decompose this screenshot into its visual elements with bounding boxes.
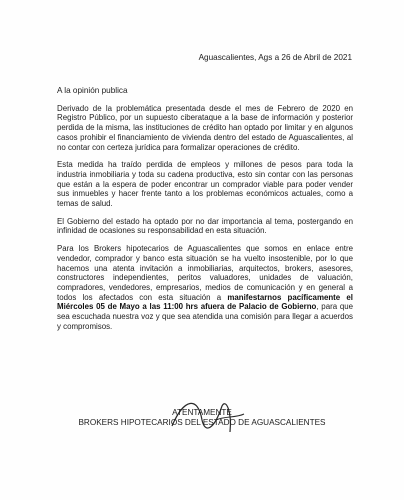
paragraph-1: Derivado de la problemática presentada desde el mes de Febrero de 2020 en Registro Público, por un supuesto ciberataque a la base de información y posterior perdida de la misma, las instituciones de crédito han optado por limitar y en algunos casos prohibir el financiamiento de vivienda dentro del estado de Aguascalientes, al no contar con certeza jurídica para formalizar operaciones de crédito. xyxy=(57,103,353,152)
signoff-block xyxy=(0,408,404,428)
paragraph-4-bold: manifestarnos pacíficamente el Miércoles 05 de Mayo a las 11:00 hrs afuera de Palacio de Gobierno xyxy=(57,292,353,312)
date-line: Aguascalientes, Ags a 26 de Abril de 2021 xyxy=(198,53,352,62)
paragraph-4-text: Para los Brokers hipotecarios de Aguascalientes que somos en enlace entre vendedor, comprador y banco esta situación se ha vuelto insostenible, por lo que hacemos una atenta invitación a inmobiliarias, arquitectos, brokers, asesores, constructores independientes, peritos valuadores, unidades de valuación, compradores, vendedores, empresarios, medios de comunicación y en general a todos los afectados con esta situación a xyxy=(57,244,353,302)
signer: BROKERS HIPOTECARIOS DEL ESTADO DE AGUASCALIENTES xyxy=(78,418,326,427)
closing: ATENTAMENTE xyxy=(172,408,232,417)
salutation: A la opinión publica xyxy=(57,86,128,95)
paragraph-4 xyxy=(57,244,353,331)
paragraph-3: El Gobierno del estado ha optado por no dar importancia al tema, postergando en infinidad de ocasiones su responsabilidad en esta situación. xyxy=(57,216,353,236)
paragraph-4-tail: , para que sea escuchada nuestra voz y que sea atendida una comisión para llegar a acuerdos y compromisos. xyxy=(57,302,353,331)
letter-body xyxy=(57,86,353,339)
paragraph-2: Esta medida ha traído perdida de empleos y millones de pesos para toda la industria inmobiliaria y toda su cadena productiva, esto sin contar con las personas que están a la espera de poder encontrar un comprador viable para poder vender sus inmuebles y hacer frente tanto a los problemas económicos actuales, como a temas de salud. xyxy=(57,160,353,209)
